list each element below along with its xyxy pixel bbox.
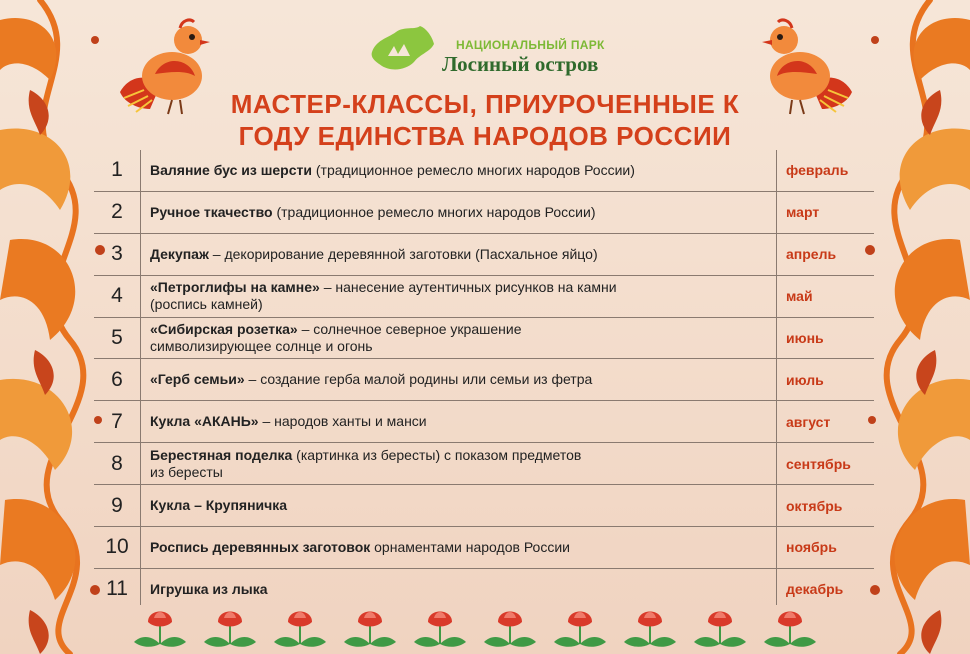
- table-row: [94, 401, 874, 443]
- row-number: 8: [111, 451, 123, 475]
- row-month: ноябрь: [786, 539, 837, 556]
- park-logo: [368, 18, 628, 76]
- table-row: [94, 234, 874, 276]
- row-month: апрель: [786, 246, 837, 263]
- row-number: 7: [111, 409, 123, 433]
- row-description: Валяние бус из шерсти (традиционное ремесло многих народов России): [150, 161, 635, 178]
- row-description: Берестяная поделка (картинка из бересты) с показом предметов из бересты: [150, 446, 582, 480]
- table-row: [94, 318, 874, 360]
- title-line-1: МАСТЕР-КЛАССЫ, ПРИУРОЧЕННЫЕ К: [230, 89, 740, 119]
- table-row: [94, 192, 874, 234]
- row-description: Ручное ткачество (традиционное ремесло многих народов России): [150, 203, 596, 220]
- row-month: сентябрь: [786, 455, 851, 472]
- title-line-2: ГОДУ ЕДИНСТВА НАРОДОВ РОССИИ: [238, 121, 732, 151]
- row-description: Декупаж – декорирование деревянной заготовки (Пасхальное яйцо): [150, 245, 598, 262]
- row-month: декабрь: [786, 581, 844, 598]
- row-number: 10: [105, 535, 129, 559]
- row-number: 3: [111, 242, 123, 266]
- row-month: июнь: [786, 330, 824, 346]
- row-month: октябрь: [786, 497, 843, 514]
- bottom-flower-border: [130, 600, 840, 654]
- row-description: «Петроглифы на камне» – нанесение аутентичных рисунков на камни (роспись камней): [150, 279, 617, 313]
- table-row: [94, 150, 874, 192]
- row-description: Роспись деревянных заготовок орнаментами народов России: [150, 538, 570, 555]
- row-description: Кукла «АКАНЬ» – народов ханты и манси: [150, 413, 427, 430]
- row-description: «Сибирская розетка» – солнечное северное украшение символизирующее солнце и огонь: [150, 321, 522, 354]
- table-row: [94, 359, 874, 401]
- table-row: [94, 527, 874, 569]
- logo-caption: НАЦИОНАЛЬНЫЙ ПАРК: [456, 38, 605, 52]
- park-map-icon: [368, 22, 438, 78]
- row-number: 2: [111, 200, 123, 224]
- row-month: май: [786, 288, 813, 305]
- table-row: [94, 276, 874, 318]
- page-title: [170, 88, 800, 152]
- row-number: 11: [106, 577, 128, 601]
- schedule-table: [94, 150, 874, 610]
- row-number: 1: [111, 158, 123, 182]
- table-row: [94, 443, 874, 485]
- row-description: Кукла – Крупяничка: [150, 497, 288, 514]
- row-number: 6: [111, 367, 123, 391]
- row-number: 4: [111, 284, 123, 308]
- logo-park-name: Лосиный остров: [442, 52, 599, 76]
- row-number: 5: [111, 326, 123, 349]
- row-month: август: [786, 413, 831, 430]
- row-month: февраль: [786, 162, 849, 179]
- row-number: 9: [111, 493, 123, 517]
- row-description: Игрушка из лыка: [150, 580, 268, 597]
- row-month: июль: [786, 371, 824, 388]
- row-description: «Герб семьи» – создание герба малой родины или семьи из фетра: [150, 371, 593, 388]
- table-row: [94, 485, 874, 527]
- row-month: март: [786, 204, 820, 221]
